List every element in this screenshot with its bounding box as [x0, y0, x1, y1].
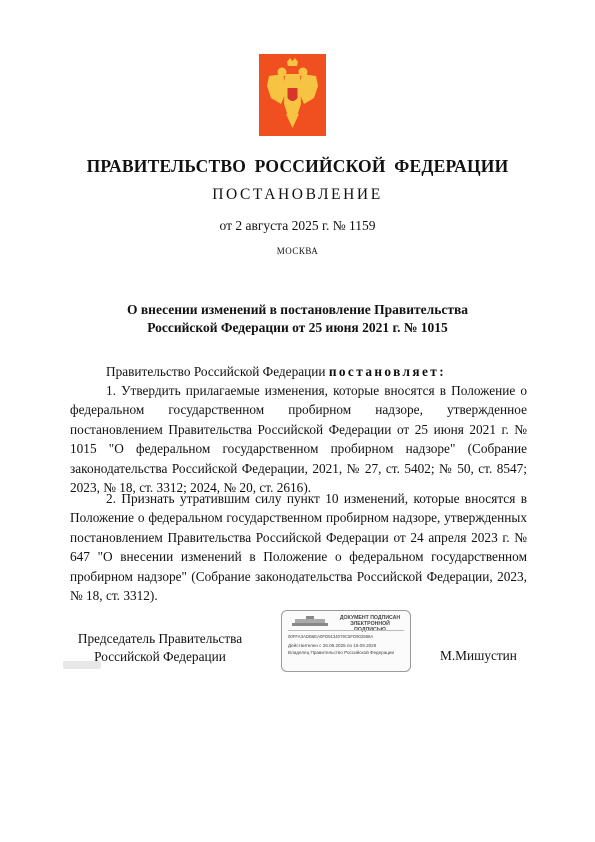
government-title: ПРАВИТЕЛЬСТВО РОССИЙСКОЙ ФЕДЕРАЦИИ: [86, 156, 509, 176]
coat-of-arms-emblem: [259, 54, 326, 136]
document-date-number: от 2 августа 2025 г. № 1159: [219, 218, 376, 233]
document-type: ПОСТАНОВЛЕНИЕ: [212, 186, 383, 203]
electronic-signature-stamp: [281, 610, 411, 672]
double-headed-eagle-icon: [259, 54, 326, 136]
stamp-title-line-2: ЭЛЕКТРОННОЙ ПОДПИСЬЮ: [350, 621, 390, 633]
signatory-name: М.Мишустин: [440, 648, 517, 663]
subject-line-2: Российской Федерации от 25 июня 2021 г. № 1015: [147, 320, 448, 335]
stamp-title-line-1: ДОКУМЕНТ ПОДПИСАН: [339, 615, 401, 621]
document-subject: [0, 301, 595, 337]
paragraph-1: 1. Утвердить прилагаемые изменения, которые вносятся в Положение о федеральном государственном пробирном надзоре, утвержденное постановлением Правительства Российской Федерации от 25 июня 2021 г. № 1015 "О федеральном государственном пробирном надзоре" (Собрание законодательства Российской Федерации, 2021, № 27, ст. 5402; № 50, ст. 8547; 2023, № 18, ст. 3312; 2024, № 20, ст. 2616).: [70, 383, 527, 496]
stamp-divider: [288, 630, 404, 631]
resolution-keyword: постановляет:: [328, 364, 447, 379]
certificate-owner: Владелец Правительство Российской Федерации: [288, 650, 395, 655]
document-city: МОСКВА: [276, 246, 319, 256]
position-line-1: Председатель Правительства: [77, 631, 243, 646]
faint-watermark-mark: [62, 659, 102, 671]
intro-text: Правительство Российской Федерации: [106, 364, 329, 379]
paragraph-2: 2. Признать утратившим силу пункт 10 изменений, которые вносятся в Положение о федеральном государственном пробирном надзоре, утвержденных постановлением Правительства Российской Федерации от 24 апреля 2023 г. № 647 "О внесении изменений в Положение о федеральном государственном пробирном надзоре" (Собрание законодательства Российской Федерации, 2023, № 18, ст. 3312).: [70, 491, 527, 604]
position-line-2: Российской Федерации: [94, 649, 226, 664]
certificate-serial: 00FFA3ADB6EA0FD9134079C5FD902588A: [288, 634, 374, 639]
government-building-icon: [290, 615, 330, 627]
subject-line-1: О внесении изменений в постановление Правительства: [127, 302, 468, 317]
certificate-validity: Действителен с 26.06.2025 по 19.09.2026: [288, 643, 377, 648]
intro-paragraph: [70, 362, 527, 381]
